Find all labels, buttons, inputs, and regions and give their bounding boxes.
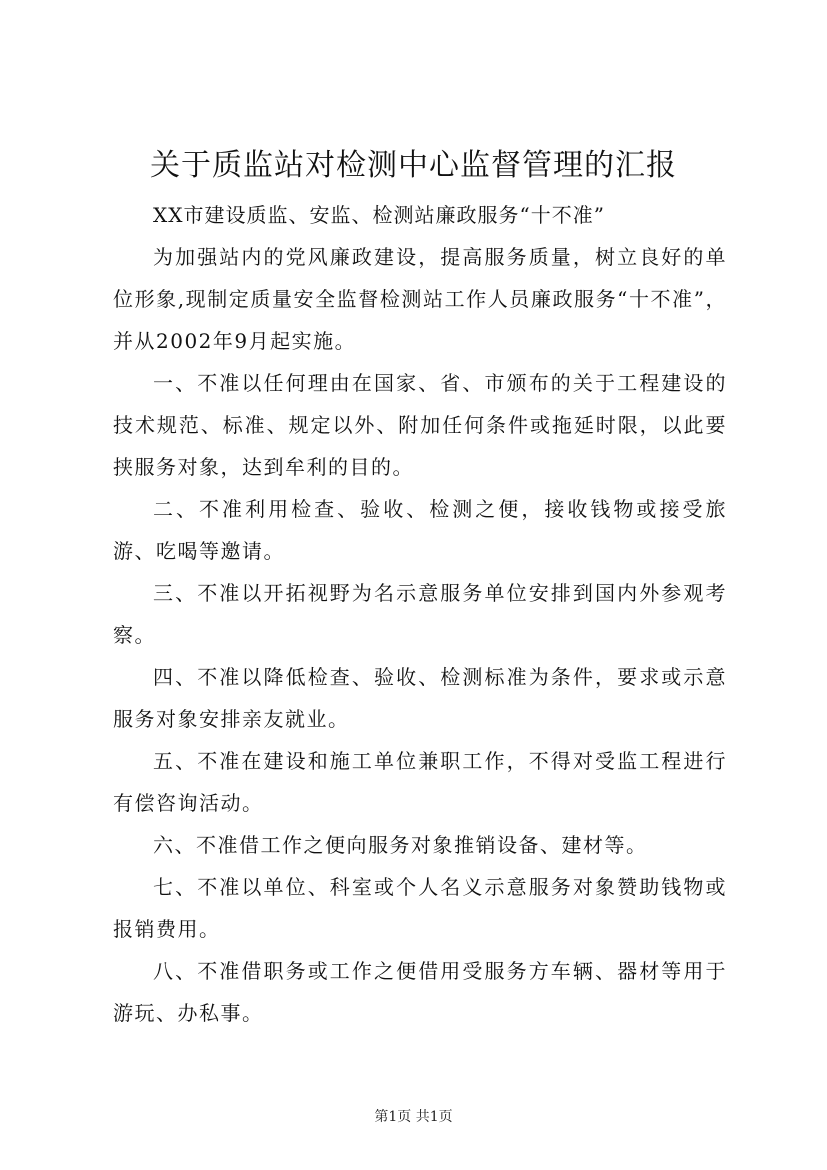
paragraph-rule-1: 一、不准以任何理由在国家、省、市颁布的关于工程建设的技术规范、标准、规定以外、附加任何条件或拖延时限，以此要挟服务对象，达到牟利的目的。 [113,371,727,479]
paragraph-rule-2: 二、不准利用检查、验收、检测之便，接收钱物或接受旅游、吃喝等邀请。 [113,497,727,563]
paragraph-rule-3: 三、不准以开拓视野为名示意服务单位安排到国内外参观考察。 [113,581,727,647]
paragraph-rule-5: 五、不准在建设和施工单位兼职工作，不得对受监工程进行有偿咨询活动。 [113,749,727,815]
paragraph-rule-8: 八、不准借职务或工作之便借用受服务方车辆、器材等用于游玩、办私事。 [113,959,727,1025]
document-title: 关于质监站对检测中心监督管理的汇报 [150,148,677,183]
page-number-footer: 第1页 共1页 [374,1109,453,1125]
paragraph-rule-4: 四、不准以降低检查、验收、检测标准为条件，要求或示意服务对象安排亲友就业。 [113,665,727,731]
paragraph-intro: 为加强站内的党风廉政建设，提高服务质量，树立良好的单位形象,现制定质量安全监督检测站工作人员廉政服务“十不准”，并从2002年9月起实施。 [113,245,727,353]
document-subtitle: XX市建设质监、安监、检测站廉政服务“十不准” [153,203,605,227]
paragraph-rule-6: 六、不准借工作之便向服务对象推销设备、建材等。 [153,833,648,857]
document-body [113,194,727,1034]
paragraph-rule-7: 七、不准以单位、科室或个人名义示意服务对象赞助钱物或报销费用。 [113,875,727,941]
